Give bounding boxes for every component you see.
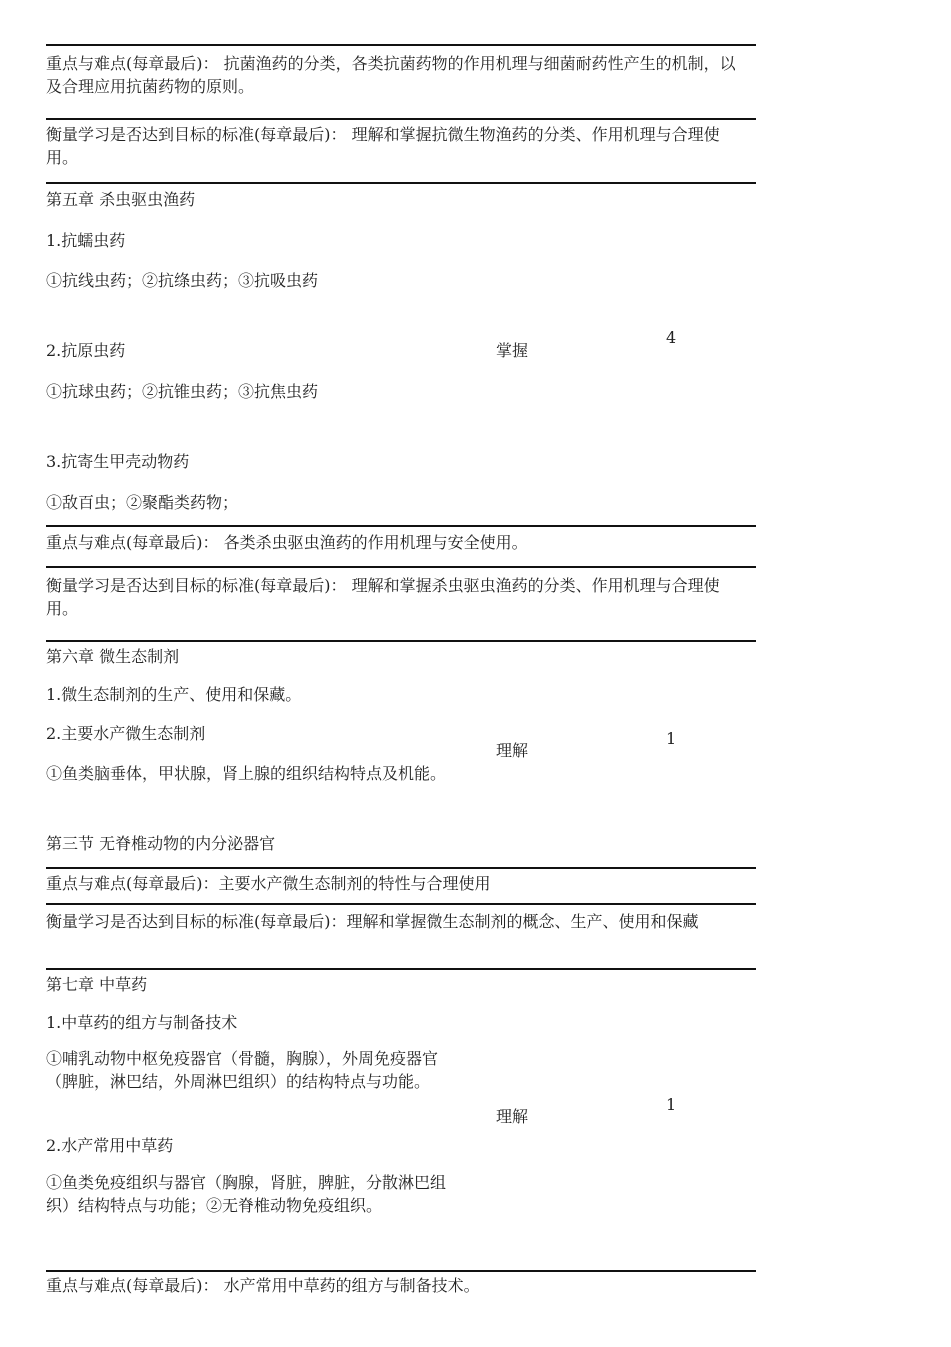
standard-text: 衡量学习是否达到目标的标准(每章最后)： 理解和掌握抗微生物渔药的分类、作用机理与合理使用。: [46, 125, 720, 167]
list-item: ①敌百虫；②聚酯类药物；: [46, 493, 239, 512]
list-item: ①鱼类脑垂体，甲状腺，肾上腺的组织结构特点及机能。: [46, 764, 447, 783]
list-item: ①抗球虫药；②抗锥虫药；③抗焦虫药: [46, 382, 319, 401]
chapter-title: 第七章 中草药: [46, 975, 148, 994]
list-item: 1.中草药的组方与制备技术: [46, 1013, 238, 1032]
divider: [46, 640, 756, 642]
divider: [46, 118, 756, 120]
key-points-text: 重点与难点(每章最后)：主要水产微生态制剂的特性与合理使用: [46, 874, 491, 893]
divider: [46, 1270, 756, 1272]
section-title: 第三节 无脊椎动物的内分泌器官: [46, 834, 276, 853]
chapter-title: 第六章 微生态制剂: [46, 647, 180, 666]
class-hours: 4: [666, 328, 677, 347]
list-item: 2.主要水产微生态制剂: [46, 724, 206, 743]
chapter-title: 第五章 杀虫驱虫渔药: [46, 190, 196, 209]
mastery-level: 理解: [496, 741, 529, 760]
divider: [46, 525, 756, 527]
list-item: 1.抗蠕虫药: [46, 231, 126, 250]
key-points-text: 重点与难点(每章最后)： 抗菌渔药的分类，各类抗菌药物的作用机理与细菌耐药性产生的机制，以及合理应用抗菌药物的原则。: [46, 54, 736, 96]
key-points-text: 重点与难点(每章最后)： 水产常用中草药的组方与制备技术。: [46, 1276, 480, 1295]
mastery-level: 理解: [496, 1107, 529, 1126]
list-item: 1.微生态制剂的生产、使用和保藏。: [46, 685, 302, 704]
divider: [46, 968, 756, 970]
list-item: ①抗线虫药；②抗绦虫药；③抗吸虫药: [46, 271, 319, 290]
standard-text: 衡量学习是否达到目标的标准(每章最后)： 理解和掌握杀虫驱虫渔药的分类、作用机理与合理使用。: [46, 576, 720, 618]
mastery-level: 掌握: [496, 341, 529, 360]
class-hours: 1: [666, 1095, 677, 1114]
divider: [46, 566, 756, 568]
divider: [46, 44, 756, 46]
divider: [46, 182, 756, 184]
divider: [46, 903, 756, 905]
key-points-text: 重点与难点(每章最后)： 各类杀虫驱虫渔药的作用机理与安全使用。: [46, 533, 528, 552]
divider: [46, 867, 756, 869]
standard-text: 衡量学习是否达到目标的标准(每章最后)：理解和掌握微生态制剂的概念、生产、使用和保藏: [46, 912, 699, 931]
list-item: 2.抗原虫药: [46, 341, 126, 360]
list-item: ①哺乳动物中枢免疫器官（骨髓，胸腺），外周免疫器官（脾脏，淋巴结，外周淋巴组织）的结构特点与功能。: [46, 1049, 439, 1091]
class-hours: 1: [666, 729, 677, 748]
list-item: 2.水产常用中草药: [46, 1136, 174, 1155]
list-item: 3.抗寄生甲壳动物药: [46, 452, 190, 471]
list-item: ①鱼类免疫组织与器官（胸腺，肾脏，脾脏，分散淋巴组织）结构特点与功能；②无脊椎动物免疫组织。: [46, 1173, 447, 1215]
